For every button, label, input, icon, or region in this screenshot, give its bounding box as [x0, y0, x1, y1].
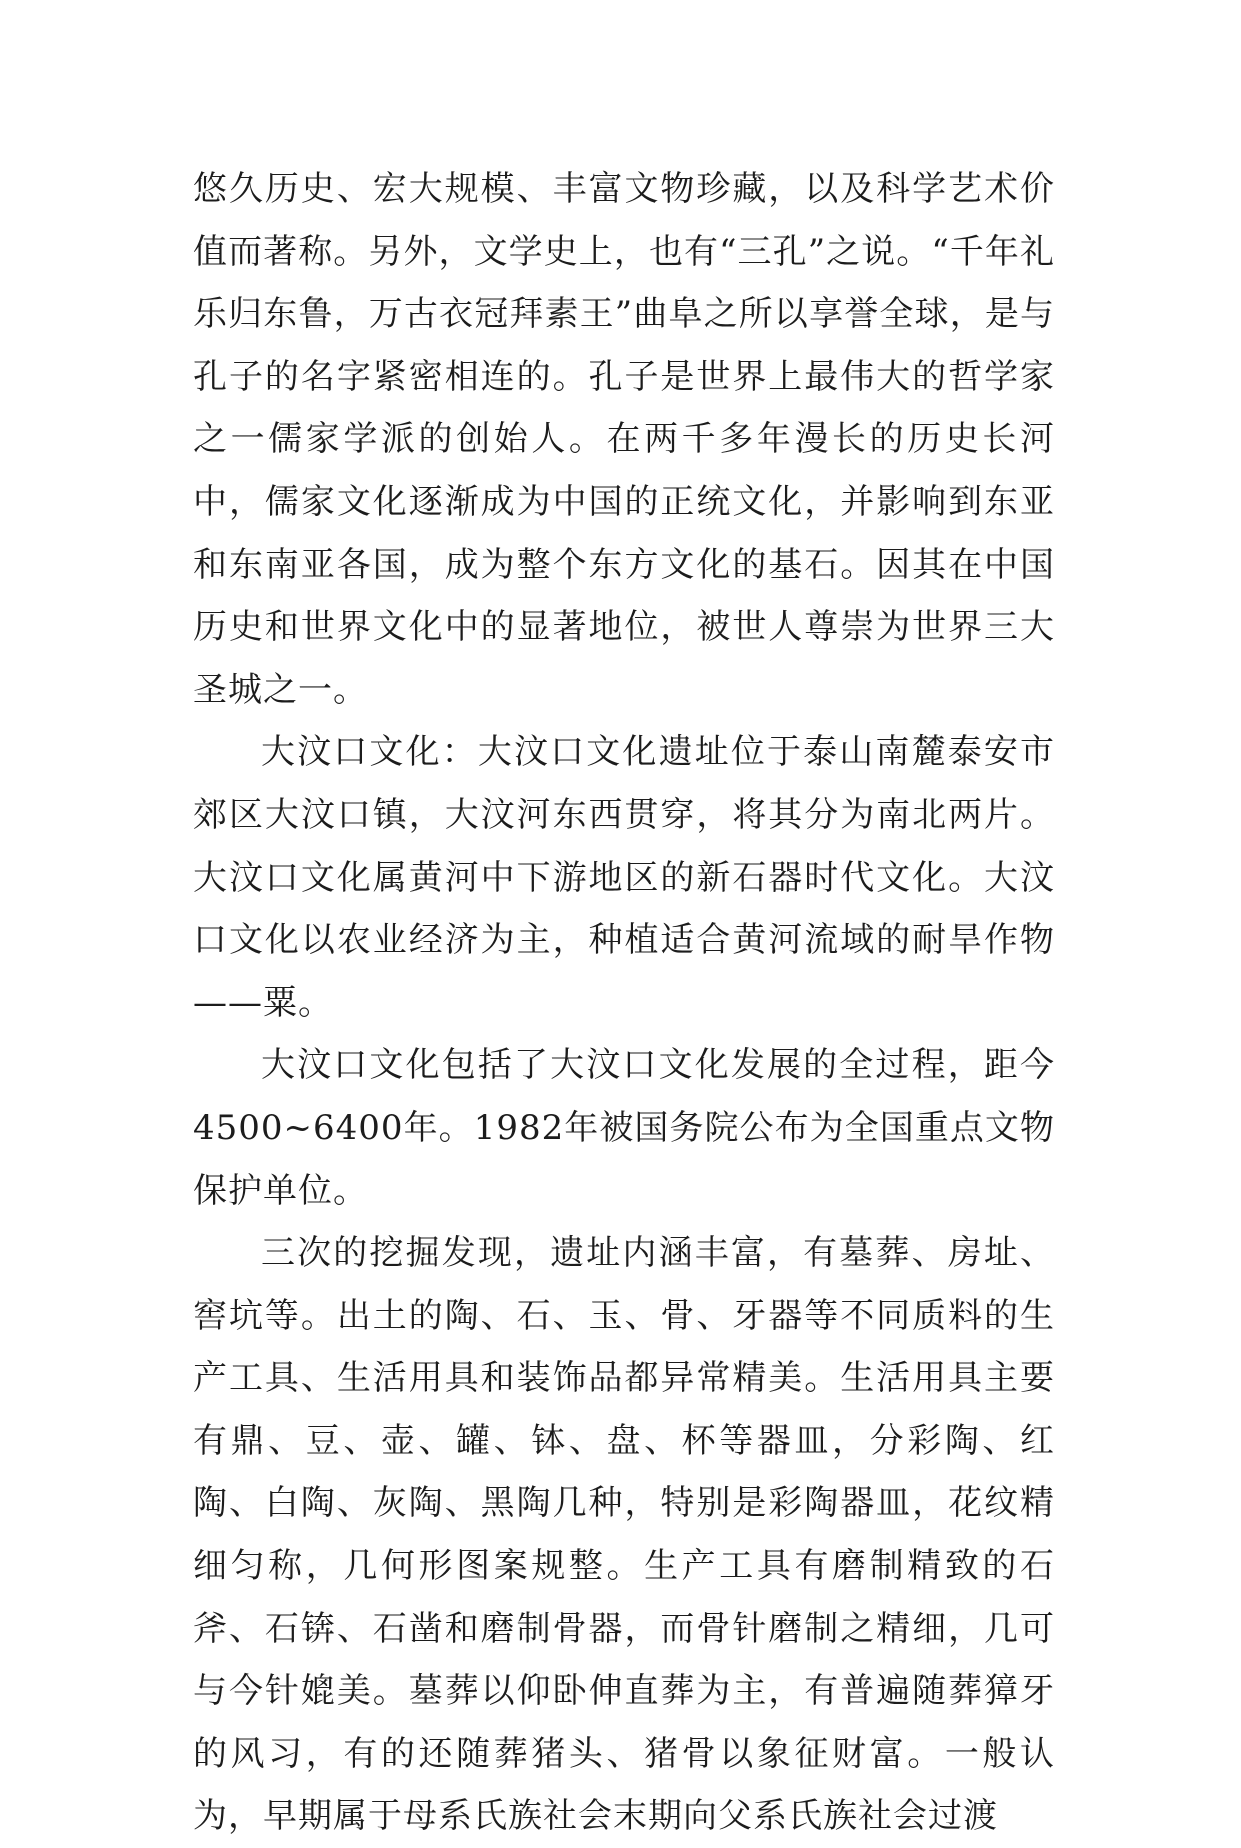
paragraph-dawenkou-dating: 大汶口文化包括了大汶口文化发展的全过程，距今4500~6400年。1982年被国务院公布为全国重点文物保护单位。: [193, 1045, 1055, 1211]
paragraph-qufu-continuation: 悠久历史、宏大规模、丰富文物珍藏，以及科学艺术价值而著称。另外，文学史上，也有“三孔”之说。“千年礼乐归东鲁，万古衣冠拜素王”曲阜之所以享誉全球，是与孔子的名字紧密相连的。孔子是世界上最伟大的哲学家之一儒家学派的创始人。在两千多年漫长的历史长河中，儒家文化逐渐成为中国的正统文化，并影响到东亚和东南亚各国，成为整个东方文化的基石。因其在中国历史和世界文化中的显著地位，被世人尊崇为世界三大圣城之一。: [193, 169, 1055, 710]
document-body: [193, 158, 1055, 1848]
paragraph-excavation-findings: 三次的挖掘发现，遗址内涵丰富，有墓葬、房址、窖坑等。出土的陶、石、玉、骨、牙器等不同质料的生产工具、生活用具和装饰品都异常精美。生活用具主要有鼎、豆、壶、罐、钵、盘、杯等器皿，分彩陶、红陶、白陶、灰陶、黑陶几种，特别是彩陶器皿，花纹精细匀称，几何形图案规整。生产工具有磨制精致的石斧、石锛、石凿和磨制骨器，而骨针磨制之精细，几可与今针媲美。墓葬以仰卧伸直葬为主，有普遍随葬獐牙的风习，有的还随葬猪头、猪骨以象征财富。一般认为，早期属于母系氏族社会末期向父系氏族社会过渡: [193, 1233, 1055, 1837]
paragraph-dawenkou-intro: 大汶口文化：大汶口文化遗址位于泰山南麓泰安市郊区大汶口镇，大汶河东西贯穿，将其分为南北两片。大汶口文化属黄河中下游地区的新石器时代文化。大汶口文化以农业经济为主，种植适合黄河流域的耐旱作物——粟。: [193, 732, 1055, 1023]
